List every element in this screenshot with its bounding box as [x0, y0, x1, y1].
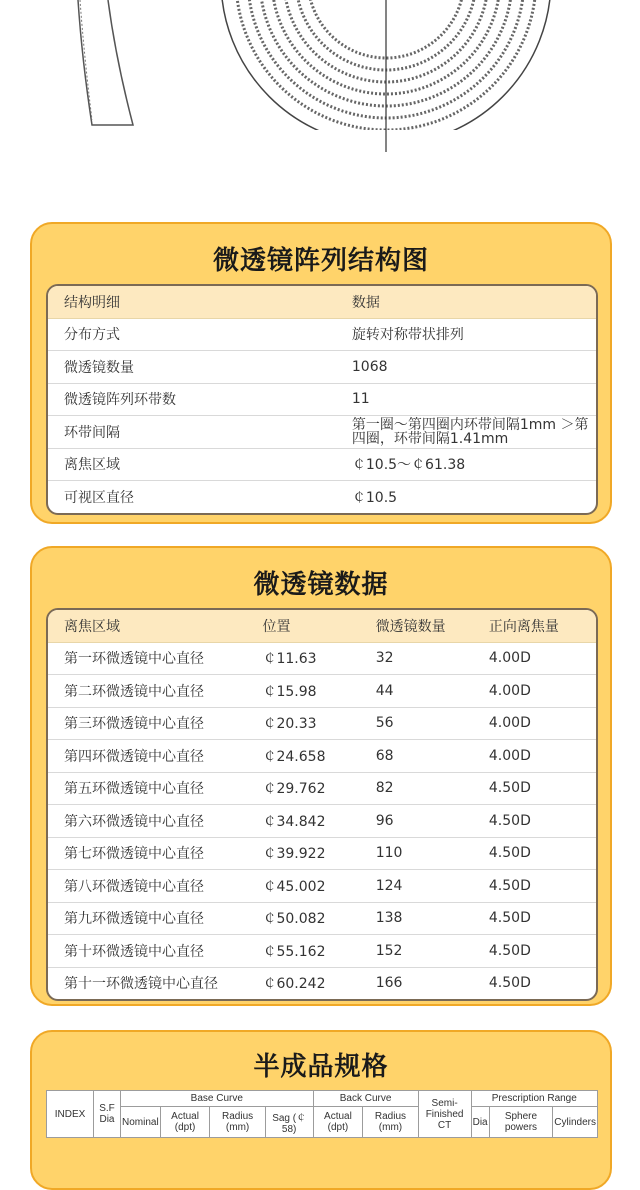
- table-cell: 4.50D: [488, 812, 531, 829]
- row-label: 微透镜数量: [64, 359, 134, 376]
- header-cell: 位置: [262, 618, 291, 635]
- table-cell: 152: [375, 942, 403, 959]
- table-cell: 第九环微透镜中心直径: [64, 911, 204, 928]
- table-row: [48, 805, 596, 838]
- header-cell: INDEX: [47, 1091, 94, 1138]
- table-cell: 第六环微透镜中心直径: [64, 813, 204, 830]
- table-row: [48, 870, 596, 903]
- row-value: 11: [351, 391, 370, 408]
- table-row: [48, 449, 596, 482]
- row-value: 旋转对称带状排列: [351, 327, 464, 344]
- table-row: [48, 319, 596, 352]
- table-row: [48, 935, 596, 968]
- table-cell: 110: [375, 845, 403, 862]
- table-cell: ￠24.658: [262, 748, 326, 765]
- table-cell: 第三环微透镜中心直径: [64, 716, 204, 733]
- header-cell: 离焦区域: [64, 618, 120, 635]
- lens-data-table: [46, 608, 598, 1001]
- header-cell: Sag (￠ 58): [265, 1107, 313, 1138]
- header-cell: 结构明细: [64, 294, 120, 311]
- header-cell: Prescription Range: [471, 1091, 597, 1107]
- table-row: [48, 384, 596, 417]
- row-label: 离焦区域: [64, 457, 120, 474]
- table-cell: 4.50D: [488, 877, 531, 894]
- semi-finished-card: [30, 1030, 612, 1190]
- table-row: [48, 643, 596, 676]
- table-row: [48, 675, 596, 708]
- header-cell: 数据: [351, 294, 380, 311]
- semi-finished-table: [46, 1090, 598, 1138]
- row-label: 环带间隔: [64, 424, 120, 441]
- table-cell: 32: [375, 650, 394, 667]
- table-cell: 第八环微透镜中心直径: [64, 878, 204, 895]
- table-cell: 96: [375, 812, 394, 829]
- table-cell: 4.50D: [488, 845, 531, 862]
- row-value: ￠10.5～￠61.38: [351, 457, 466, 474]
- table-cell: 166: [375, 975, 403, 992]
- table-cell: ￠39.922: [262, 846, 326, 863]
- table-row: [48, 708, 596, 741]
- row-value: 第一圈～第四圈内环带间隔1mm ＞第四圈，环带间隔1.41mm: [351, 416, 589, 447]
- table-cell: 4.50D: [488, 780, 531, 797]
- table-row: [48, 351, 596, 384]
- table-cell: ￠50.082: [262, 911, 326, 928]
- table-cell: ￠45.002: [262, 878, 326, 895]
- table-cell: ￠29.762: [262, 781, 326, 798]
- table-cell: ￠60.242: [262, 976, 326, 993]
- table-cell: 4.00D: [488, 715, 531, 732]
- table-cell: 124: [375, 877, 403, 894]
- structure-table: [46, 284, 598, 515]
- table-cell: 第四环微透镜中心直径: [64, 748, 204, 765]
- table-row: [48, 968, 596, 1000]
- header-cell: S.F Dia: [94, 1091, 121, 1138]
- row-value: ￠10.5: [351, 489, 398, 506]
- table-cell: 第十一环微透镜中心直径: [64, 976, 218, 993]
- header-cell: Actual (dpt): [313, 1107, 363, 1138]
- table-cell: 4.00D: [488, 682, 531, 699]
- header-cell: Base Curve: [121, 1091, 314, 1107]
- table-row: [48, 838, 596, 871]
- header-cell: Back Curve: [313, 1091, 418, 1107]
- table-row: [48, 416, 596, 449]
- header-cell: Dia: [471, 1107, 489, 1138]
- table-cell: 第五环微透镜中心直径: [64, 781, 204, 798]
- table-cell: 56: [375, 715, 394, 732]
- header-cell: Radius (mm): [210, 1107, 265, 1138]
- table-cell: 4.50D: [488, 910, 531, 927]
- table-cell: 4.50D: [488, 942, 531, 959]
- table-cell: 4.50D: [488, 975, 531, 992]
- table-row: [48, 773, 596, 806]
- row-label: 微透镜阵列环带数: [64, 392, 176, 409]
- lens-profile-strip: [78, 0, 133, 125]
- table-cell: ￠11.63: [262, 651, 317, 668]
- header-cell: Radius (mm): [363, 1107, 418, 1138]
- header-cell: Sphere powers: [489, 1107, 553, 1138]
- lens-data-card: [30, 546, 612, 1006]
- table-cell: 第七环微透镜中心直径: [64, 846, 204, 863]
- header-cell: Cylinders: [553, 1107, 598, 1138]
- table-header-row: [48, 610, 596, 643]
- row-label: 可视区直径: [64, 489, 134, 506]
- row-value: 1068: [351, 358, 388, 375]
- table-cell: 82: [375, 780, 394, 797]
- table-row: [48, 740, 596, 773]
- header-cell: 正向离焦量: [488, 618, 559, 635]
- table-cell: ￠55.162: [262, 943, 326, 960]
- table-cell: 第二环微透镜中心直径: [64, 683, 204, 700]
- table-row: [48, 903, 596, 936]
- table-cell: 68: [375, 747, 394, 764]
- table-cell: 第一环微透镜中心直径: [64, 651, 204, 668]
- table-row: [48, 481, 596, 513]
- table-cell: ￠15.98: [262, 683, 317, 700]
- table-header-row: [48, 286, 596, 319]
- structure-card: [30, 222, 612, 524]
- header-cell: Semi-Finished CT: [418, 1091, 471, 1138]
- table-cell: 4.00D: [488, 650, 531, 667]
- lens-diagram: [0, 0, 640, 200]
- row-label: 分布方式: [64, 327, 120, 344]
- table-cell: ￠20.33: [262, 716, 317, 733]
- table-cell: 第十环微透镜中心直径: [64, 943, 204, 960]
- header-cell: 微透镜数量: [375, 618, 446, 635]
- lens-data-title: 微透镜数据: [253, 570, 389, 600]
- table-cell: 4.00D: [488, 747, 531, 764]
- table-cell: ￠34.842: [262, 813, 326, 830]
- structure-title: 微透镜阵列结构图: [212, 246, 429, 276]
- table-cell: 44: [375, 682, 394, 699]
- header-cell: Actual (dpt): [160, 1107, 210, 1138]
- table-cell: 138: [375, 910, 403, 927]
- semi-finished-title: 半成品规格: [253, 1052, 389, 1082]
- header-cell: Nominal: [121, 1107, 161, 1138]
